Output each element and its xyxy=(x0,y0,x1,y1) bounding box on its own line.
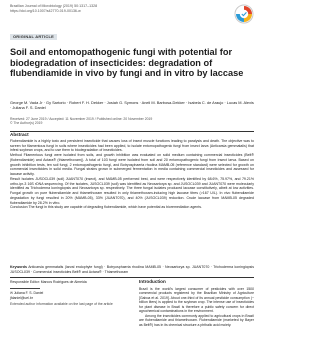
divider xyxy=(10,288,40,289)
keywords-label: Keywords xyxy=(10,265,27,269)
corresponding-author[interactable]: ✉ Juliana F. S. Daniel jfdaniel@uel.br xyxy=(10,291,44,300)
extended-author-info: Extended author information available on the last page of the article xyxy=(10,302,113,307)
abstract-paragraph: Method Filamentous fungi were isolated from soils, and growth inhibition was evaluated on solid medium containing commercial insecticides (Belt® (flubendiamide) and Actara® (thiamethoxam)). A total of 103 fungi were isolated from soil and 20 entomopathogenic fungi from insect larva. Based on growth inhibition tests, ten soil fungi, 2 entomopathogenic fungi, and Botryosphaeria rhodina MAMB-05 (reference standard) were selected for growth on commercial insecticides in solid media. Fungal strains grown in submerged fermentation in media containing commercial insecticides and assessed for laccase activity. xyxy=(10,153,254,176)
abstract xyxy=(10,133,254,210)
abstract-heading: Abstract xyxy=(10,132,29,137)
introduction-paragraph: Among the insecticides commonly applied to agricultural crops in Brazil are flubendiamide and thiamethoxam. Flubendiamide (marketed by Bayer as Belt®) has in its chemical structure a phthalic acid moiety. xyxy=(139,313,254,327)
responsible-editor: Responsible Editor: Marcos Rodrigues de Almeida xyxy=(10,280,87,284)
article-type-badge: ORIGINAL ARTICLE xyxy=(10,34,57,40)
keywords-text: Anticarsia gemmatalis (larval endophyte fungi) · Botryosphaeria rhodina MAMB-05 · Neosartorya sp. JUANT070 · Trichoderma koningiopsis JUSOCL039 · Commercial insecticides Belt® and Actara® · Thiamethoxam xyxy=(10,265,254,274)
article-title: Soil and entomopathogenic fungi with potential for biodegradation of insecticides: degradation of flubendiamide in vivo by fungi and in vitro by laccase xyxy=(10,47,244,79)
left-column-notes xyxy=(10,280,125,307)
keywords xyxy=(10,265,254,274)
introduction-paragraph: Brazil is the world's largest consumer of pesticides with over 1500 commercial products registered by the Brazilian Ministry of Agriculture [Gaboa et al. 2019]. About one-third of its annual pesticide consumption (~ billion liters) is applied to the soybean crop. The intense use of insecticides for plant disease in Brazil is therefore a public safety concern for direct agrochemical contaminations in the environment. xyxy=(139,286,254,314)
author-list[interactable]: George M. Vada Jr · Gy Sartorio · Robert F. H. Dekker · Josiah G. Symons · Aneli M. Barbosa-Dekker · Isabela C. de Araujo · Lucas M. Alexis · Juliana F. S. Daniel xyxy=(10,100,254,110)
abstract-paragraph: Conclusion The fungi in this study are capable of degrading flubendiamide, which have potential as bioremediation agents. xyxy=(10,205,202,210)
introduction-section xyxy=(139,280,254,327)
journal-reference: Brazilian Journal of Microbiology (2019) 50:1317–1328 https://doi.org/10.1007/s42770-019-00136-w xyxy=(10,4,98,13)
check-for-updates-icon[interactable] xyxy=(234,4,254,24)
divider xyxy=(10,277,254,278)
abstract-paragraph: Result Isolates JUSOCL039 (soil) JUANT070 (insect), and MAMB-05 performed best, and were respectively identified by 68.6%, 75.97%, and 79.21% ortho-ipr-3 16S rDNA sequencing. Of the isolates, JUSOCL039 (soil) was identified as Neosartorya sp. and JUSOCL039 and JUANT070 were molecularly identified as Trichoderma koningiopsis and Neosartorya sp. respectively. The three fungal isolates produced laccase constitutively, albeit at low activities. Fungal growth on pure flubendiamide and thiamethoxam resulted in only thiamethoxam-inducing high laccase titres (>167 U/L). In vivo flubendiamide degradation by fungi resulted in 20% (MAMB-05), 33% (JUANT070), and 40% (JUSOCL039) reduction. Crude laccase from MAMB-05 degraded flubendiamide by 28.2% in vitro. xyxy=(10,176,254,205)
divider xyxy=(10,131,254,132)
abstract-paragraph: Flubendiamide is a highly toxic and persistent insecticide that causes loss of insect muscle functions leading to paralysis and death. The objective was to screen for filamentous fungi in soils where insecticides had been applied, to isolate entomopathogenic fungi from insect larva (Anticarsia gemmatalis) that infest soybean crops, and to use them to biodegradation of insecticides. xyxy=(10,138,254,153)
publication-history: Received: 27 June 2019 / Accepted: 11 November 2019 / Published online: 20 November 2019 © The Author(s) 2019 xyxy=(10,117,153,126)
introduction-heading: Introduction xyxy=(139,279,166,284)
